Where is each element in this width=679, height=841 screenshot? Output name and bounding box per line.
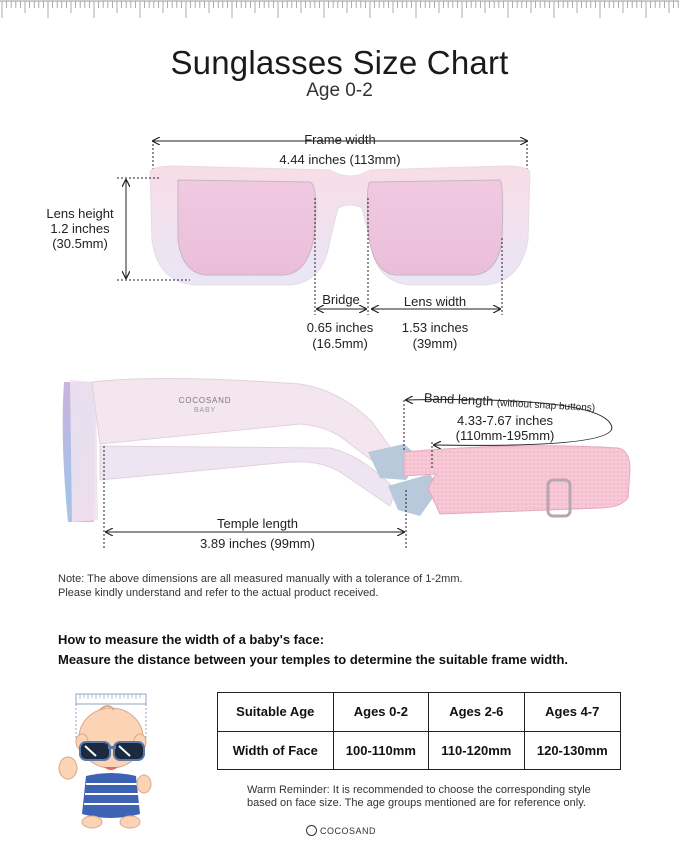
lens-height-mm: (30.5mm) — [52, 236, 108, 251]
note-line-1: Note: The above dimensions are all measured manually with a tolerance of 1-2mm. — [58, 573, 463, 585]
top-ruler — [0, 0, 679, 22]
table-row — [218, 693, 621, 732]
temple-length-value: 3.89 inches (99mm) — [200, 536, 315, 551]
band-length-inches: 4.33-7.67 inches — [456, 413, 554, 428]
warm-reminder — [247, 784, 591, 810]
brand-footer — [306, 825, 376, 836]
size-table — [217, 692, 621, 770]
table-cell: 100-110mm — [333, 731, 428, 770]
note-line-2: Please kindly understand and refer to the actual product received. — [58, 587, 379, 599]
table-header-cell: Ages 4-7 — [524, 693, 620, 732]
lens-width-inches: 1.53 inches — [401, 320, 469, 335]
howto-instruction: Measure the distance between your temples to determine the suitable frame width. — [58, 652, 569, 667]
table-cell: 120-130mm — [524, 731, 620, 770]
temple-sub-print: BABY — [194, 407, 216, 414]
temple-brand-print: COCOSAND — [178, 396, 232, 405]
band-length-label: Band length — [423, 390, 494, 409]
table-header-cell: Ages 2-6 — [429, 693, 524, 732]
band-length-mm: (110mm-195mm) — [455, 428, 555, 443]
lens-width-label: Lens width — [403, 294, 467, 309]
baby-illustration — [52, 684, 162, 830]
lens-width-mm: (39mm) — [412, 336, 458, 351]
front-glasses — [150, 166, 530, 285]
table-header-cell: Ages 0-2 — [333, 693, 428, 732]
bridge-inches: 0.65 inches — [306, 320, 374, 335]
page-subtitle: Age 0-2 — [306, 80, 373, 101]
bridge-label: Bridge — [322, 292, 360, 307]
howto-heading: How to measure the width of a baby's face: — [58, 632, 325, 647]
table-cell: Width of Face — [218, 731, 334, 770]
table-cell: 110-120mm — [429, 731, 524, 770]
frame-width-label: Frame width — [304, 132, 376, 147]
temple-length-label: Temple length — [217, 516, 298, 531]
table-row — [218, 731, 621, 770]
reminder-line-1: Warm Reminder: It is recommended to choose the corresponding style — [247, 784, 591, 796]
lens-height-inches: 1.2 inches — [50, 221, 110, 236]
reminder-line-2: based on face size. The age groups mentioned are for reference only. — [247, 797, 586, 809]
brand-logo-icon — [306, 825, 317, 836]
table-header-cell: Suitable Age — [218, 693, 334, 732]
bridge-mm: (16.5mm) — [312, 336, 368, 351]
frame-width-value: 4.44 inches (113mm) — [279, 152, 401, 167]
band-length-note: (without snap buttons) — [496, 397, 596, 414]
lens-height-label: Lens height — [46, 206, 114, 221]
brand-name: COCOSAND — [320, 825, 377, 836]
page-title: Sunglasses Size Chart — [170, 44, 509, 81]
